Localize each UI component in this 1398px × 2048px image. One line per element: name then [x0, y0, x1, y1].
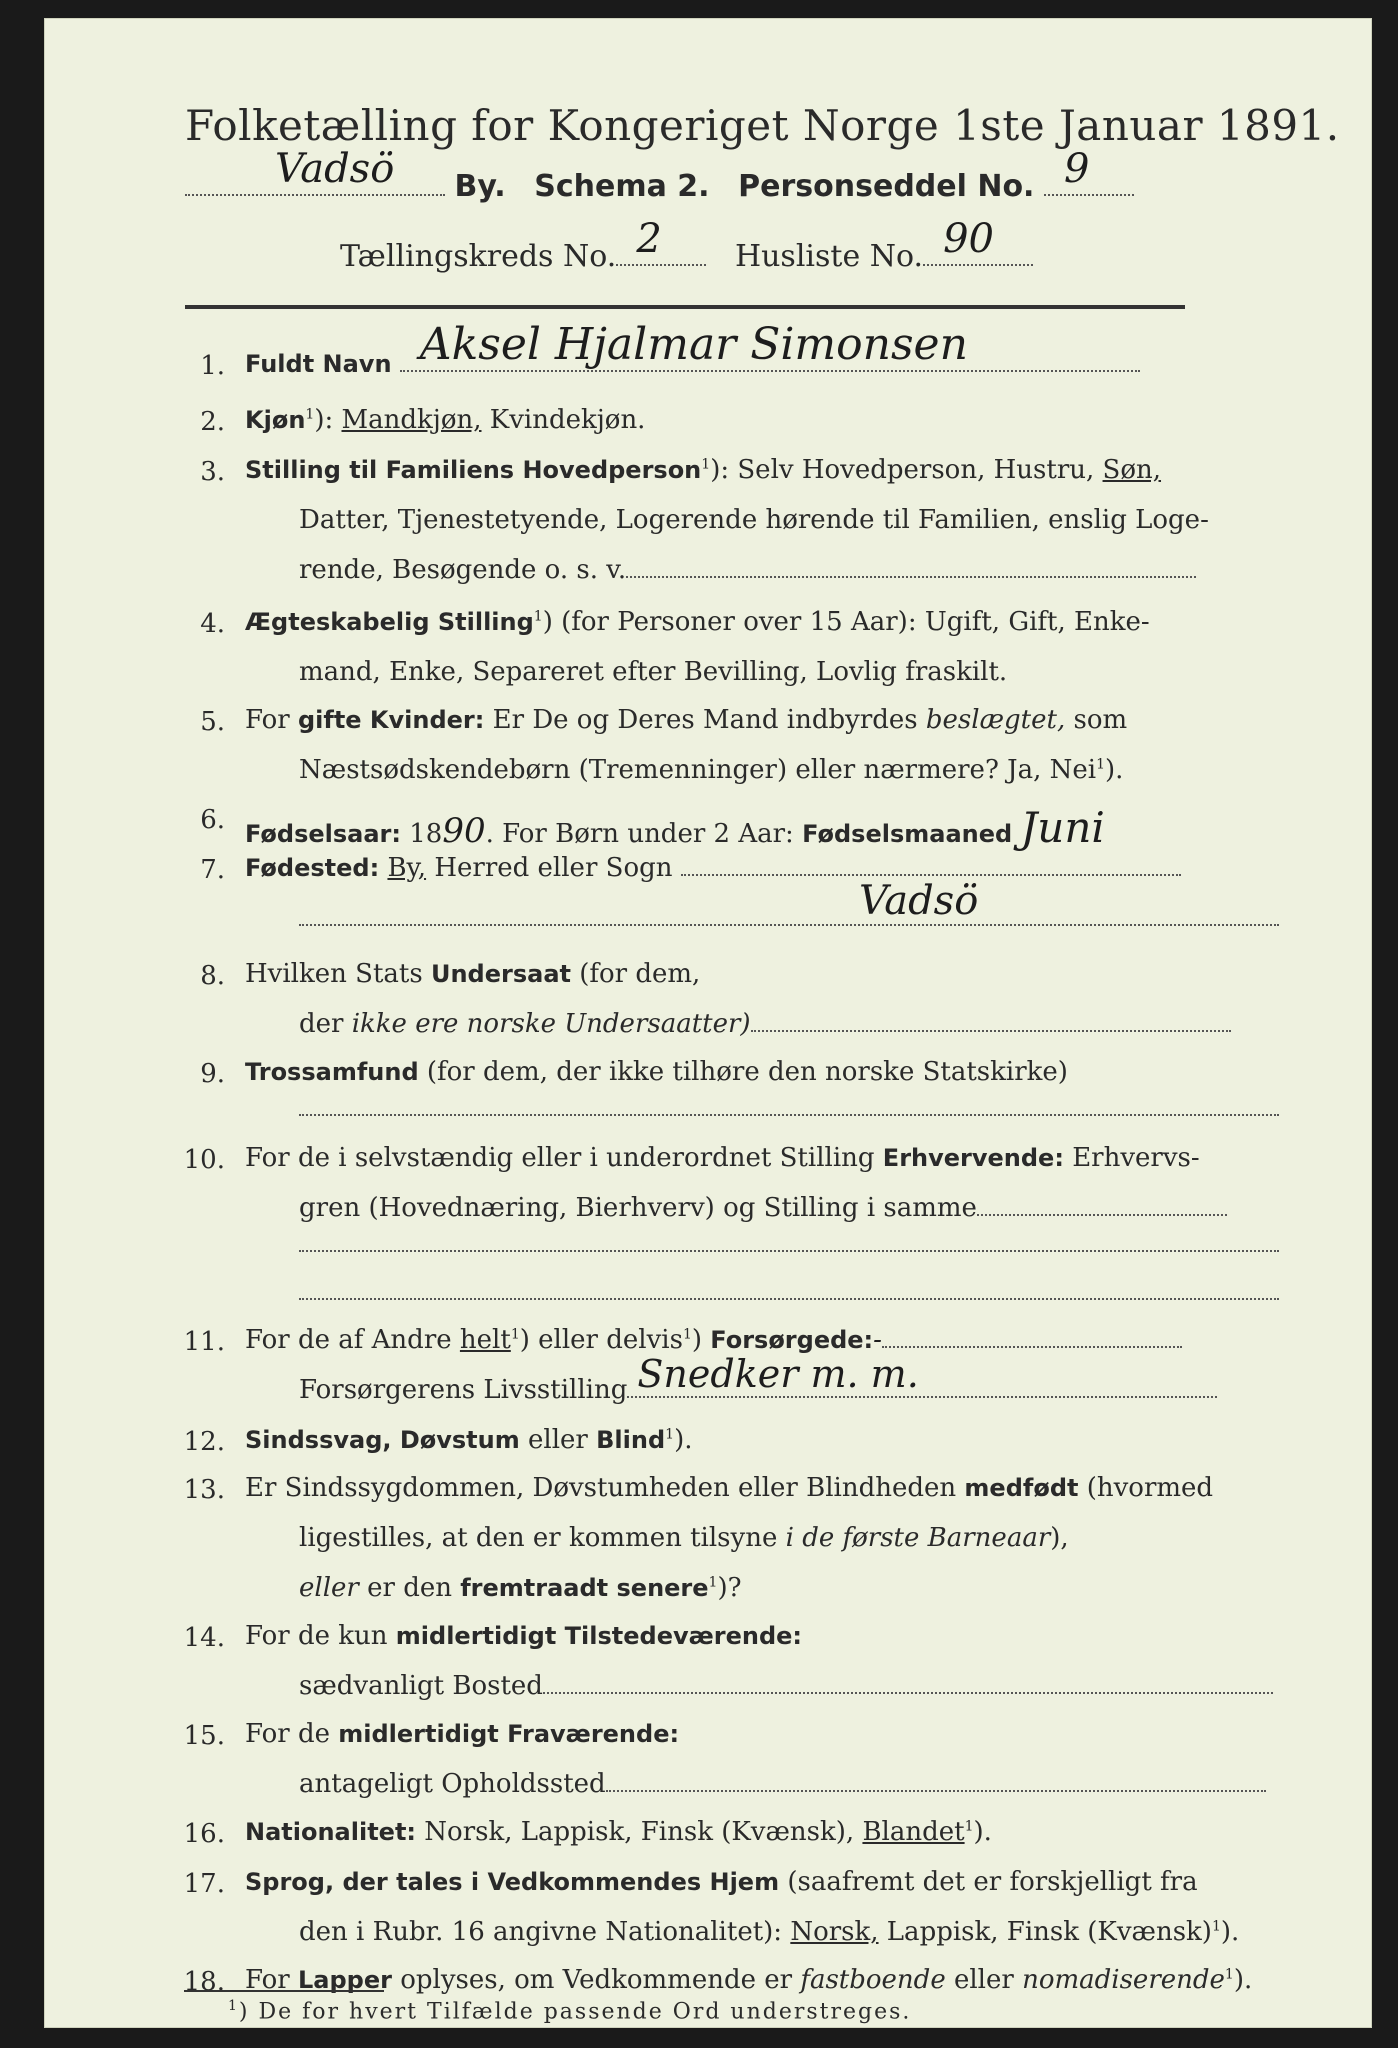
footnote-mark: 1 [1211, 1918, 1221, 1935]
footnote-mark: 1 [510, 1326, 520, 1343]
personseddel-value: 9 [1064, 146, 1090, 192]
item-text: For [245, 705, 298, 735]
item-text: er den [358, 1573, 461, 1603]
personseddel-field [1044, 146, 1134, 196]
item-15-line-1 [245, 1719, 679, 1749]
item-text: Erhvervs- [1063, 1143, 1200, 1173]
item-7-line-2 [299, 878, 1279, 933]
item-text: Herred eller Sogn [426, 853, 673, 883]
item-text: nomadiserende [1022, 1965, 1225, 1995]
birthplace-field [299, 878, 1279, 926]
item-text: den i Rubr. 16 angivne Nationalitet): [299, 1917, 791, 1947]
city-field [185, 146, 445, 196]
item-6 [245, 803, 1105, 852]
item-number: 7. [200, 855, 225, 885]
later-onset-label: fremtraadt senere [460, 1574, 709, 1602]
item-text: For de af Andre [245, 1325, 460, 1355]
item-10-line-3 [299, 1229, 1279, 1259]
footnote-mark: 1 [533, 608, 543, 625]
item-3-line-2: Datter, Tjenestetyende, Logerende hørende til Familien, enslig Loge- [299, 505, 1209, 535]
dotted-field [882, 1346, 1182, 1348]
subject-label: Undersaat [430, 960, 571, 988]
husliste-value: 90 [943, 216, 994, 262]
header-row-2 [340, 216, 1033, 274]
sex-option-male: Mandkjøn, [341, 405, 482, 435]
item-text: eller [519, 1425, 597, 1455]
item-text: ikke ere norske Undersaatter) [351, 1009, 751, 1039]
language-label: Sprog, der tales i Vedkommendes Hjem [245, 1868, 780, 1896]
item-11-line-1 [245, 1325, 1182, 1355]
full-name-field [400, 319, 1140, 372]
item-text: ), [1050, 1523, 1069, 1553]
item-text: Lappisk, Finsk (Kvænsk) [878, 1917, 1212, 1947]
footnote-mark: 1 [708, 1574, 718, 1591]
form-title: Folketælling for Kongeriget Norge 1ste Januar 1891. [185, 101, 1340, 150]
item-number: 3. [200, 457, 225, 487]
language-option-norsk: Norsk, [790, 1917, 879, 1947]
item-text: eller [299, 1573, 359, 1603]
item-text: ): Selv Hovedperson, Hustru, [710, 455, 1103, 485]
item-number: 11. [183, 1327, 225, 1357]
item-text: (for dem, der ikke tilhøre den norske Statskirke) [418, 1057, 1068, 1087]
nationality-option-mixed: Blandet [862, 1817, 965, 1847]
item-4-line-1 [245, 607, 1150, 637]
item-1 [245, 319, 1140, 379]
husliste-field [923, 216, 1033, 266]
birth-month-value: Juni [1020, 803, 1105, 852]
dotted-field [977, 1214, 1227, 1216]
item-number: 17. [183, 1869, 225, 1899]
birth-month-label: Fødselsmaaned [802, 820, 1013, 848]
family-position-son: Søn, [1102, 455, 1162, 485]
item-text: antageligt Opholdssted [299, 1769, 606, 1799]
item-text: Forsørgerens Livsstilling [299, 1375, 628, 1405]
item-text: der [299, 1009, 352, 1039]
family-position-label: Stilling til Familiens Hovedperson [245, 456, 702, 484]
item-number: 14. [183, 1623, 225, 1653]
dotted-field [299, 1298, 1279, 1300]
temp-present-label: midlertidigt Tilstedeværende: [395, 1622, 803, 1650]
item-text: gren (Hovednæring, Bierhverv) og Stilling i samme [299, 1193, 977, 1223]
item-15-line-2 [299, 1769, 1266, 1799]
footnote-mark: 1 [1224, 1966, 1234, 1983]
item-5-line-2: Næstsødskendebørn (Tremenninger) eller nærmere? Ja, Nei$^1$). [299, 755, 1124, 785]
item-text: ). [674, 1425, 693, 1455]
item-14-line-1 [245, 1621, 802, 1651]
footnote-text: ) De for hvert Tilfælde passende Ord understreges. [238, 1999, 912, 2025]
disability-label: Sindssvag, Døvstum [245, 1426, 520, 1454]
item-12 [245, 1425, 692, 1455]
krets-field [616, 216, 706, 266]
item-number: 4. [200, 609, 225, 639]
husliste-label: Husliste No. [734, 239, 924, 274]
item-13-line-1 [245, 1473, 1213, 1503]
item-10-line-2 [299, 1193, 1227, 1223]
item-text: sædvanligt Bosted [299, 1671, 543, 1701]
birthplace-label: Fødested: [245, 854, 380, 882]
item-number: 1. [200, 351, 225, 381]
item-13-line-2 [299, 1523, 1069, 1553]
blind-label: Blind [596, 1426, 666, 1454]
item-text: som [1065, 705, 1128, 735]
birth-year-label: Fødselsaar: [245, 820, 401, 848]
item-17-line-1 [245, 1867, 1198, 1897]
full-name-label: Fuldt Navn [245, 350, 392, 378]
header-divider [185, 305, 1185, 309]
item-18: For Lapper oplyses, om Vedkommende er fastboende eller nomadiserende$^1$). [245, 1965, 1253, 1995]
item-text: For de [245, 1719, 339, 1749]
dotted-field [681, 874, 1181, 876]
dotted-field [299, 1250, 1279, 1252]
supported-value: - [873, 1325, 882, 1355]
item-9-line-2 [299, 1093, 1279, 1123]
dotted-field [606, 1790, 1266, 1792]
item-3-line-3 [299, 555, 1196, 585]
footnote-mark: 1 [964, 1818, 974, 1835]
item-number: 2. [200, 407, 225, 437]
supported-option-fully: helt [459, 1325, 511, 1355]
item-text: ) (for Personer over 15 Aar): Ugift, Gift, Enke- [542, 607, 1150, 637]
sex-label: Kjøn [245, 406, 306, 434]
item-number: 18. [183, 1967, 225, 1997]
item-text: beslægtet, [925, 705, 1066, 735]
footnote-mark: 1 [701, 456, 711, 473]
item-3-line-1 [245, 455, 1161, 485]
footnote-mark: 1 [228, 1998, 239, 2014]
item-text: For de i selvstændig eller i underordnet Stilling [245, 1143, 883, 1173]
lapp-label: Lapper [297, 1966, 392, 1994]
dotted-field [543, 1692, 1273, 1694]
footnote-divider [184, 1990, 384, 1992]
krets-value: 2 [636, 216, 662, 262]
married-women-label: gifte Kvinder: [297, 706, 485, 734]
item-number: 5. [200, 707, 225, 737]
occupation-label: Erhvervende: [882, 1144, 1064, 1172]
item-text: fastboende [800, 1965, 946, 1995]
item-14-line-2 [299, 1671, 1273, 1701]
census-form-page [44, 18, 1372, 2028]
footnote-mark: 1 [1096, 756, 1105, 773]
krets-label: Tællingskreds No. [340, 239, 617, 274]
marital-status-label: Ægteskabelig Stilling [245, 608, 534, 636]
supporter-occupation-value: Snedker m. m. [637, 1352, 919, 1396]
item-number: 16. [183, 1819, 225, 1849]
item-8-line-1 [245, 959, 700, 989]
birthplace-option-by: By, [387, 853, 427, 883]
dotted-field [626, 576, 1196, 578]
footnote-mark: 1 [665, 1426, 675, 1443]
item-17-line-2: den i Rubr. 16 angivne Nationalitet): Norsk, Lappisk, Finsk (Kvænsk)$^1$). [299, 1917, 1240, 1947]
item-9 [245, 1057, 1068, 1087]
supporter-occupation-field [627, 1352, 1217, 1398]
header-row-1 [185, 146, 1134, 204]
footnote-mark: 1 [305, 406, 315, 423]
item-text: i de første Barneaar [785, 1523, 1051, 1553]
item-text: rende, Besøgende o. s. v. [299, 555, 627, 585]
item-13-line-3 [299, 1573, 742, 1603]
item-text: ) eller delvis [519, 1325, 683, 1355]
item-text: For [245, 1965, 298, 1995]
nationality-label: Nationalitet: [245, 1818, 417, 1846]
item-10-line-4 [299, 1277, 1279, 1307]
item-text: ) [691, 1325, 711, 1355]
item-text: Næstsødskendebørn (Tremenninger) eller nærmere? Ja, Nei [299, 755, 1097, 785]
item-text: . For Børn under 2 Aar: [485, 819, 803, 849]
full-name-value: Aksel Hjalmar Simonsen [419, 319, 968, 370]
item-number: 9. [200, 1059, 225, 1089]
item-text: eller [945, 1965, 1023, 1995]
personseddel-label: Personseddel No. [738, 169, 1035, 204]
by-label: By. [454, 169, 506, 204]
dotted-field [299, 1114, 1279, 1116]
item-text: Hvilken Stats [245, 959, 431, 989]
item-number: 10. [183, 1145, 225, 1175]
item-text: (for dem, [570, 959, 701, 989]
sex-option-female: Kvindekjøn. [481, 405, 646, 435]
item-number: 12. [183, 1427, 225, 1457]
item-number: 15. [183, 1721, 225, 1751]
item-16: Nationalitet: Norsk, Lappisk, Finsk (Kvænsk), Blandet$^1$). [245, 1817, 992, 1847]
footnote [228, 1998, 911, 2024]
item-text: oplyses, om Vedkommende er [391, 1965, 801, 1995]
dotted-field [751, 1030, 1231, 1032]
item-text: ): [314, 405, 342, 435]
item-11-line-2 [299, 1352, 1217, 1405]
religion-label: Trossamfund [245, 1058, 419, 1086]
item-8-line-2 [299, 1009, 1231, 1039]
city-value: Vadsö [275, 146, 395, 192]
item-number: 8. [200, 961, 225, 991]
temp-absent-label: midlertidigt Fraværende: [338, 1720, 680, 1748]
item-text: (saafremt det er forskjelligt fra [779, 1867, 1198, 1897]
item-text: (hvormed [1078, 1473, 1214, 1503]
item-text: 18 [401, 819, 443, 849]
item-7 [245, 853, 1181, 883]
item-10-line-1 [245, 1143, 1200, 1173]
schema-label: Schema 2. [534, 169, 710, 204]
item-text: Er De og Deres Mand indbyrdes [484, 705, 926, 735]
item-5-line-1 [245, 705, 1127, 735]
supported-label: Forsørgede: [710, 1326, 874, 1354]
congenital-label: medfødt [964, 1474, 1079, 1502]
item-text: )? [717, 1573, 742, 1603]
birth-year-value: 90 [442, 811, 486, 851]
footnote-mark: 1 [682, 1326, 692, 1343]
item-number: 6. [200, 805, 225, 835]
item-number: 13. [183, 1475, 225, 1505]
item-text: ligestilles, at den er kommen tilsyne [299, 1523, 786, 1553]
birthplace-value: Vadsö [859, 878, 979, 924]
item-text: Norsk, Lappisk, Finsk (Kvænsk), [416, 1817, 863, 1847]
item-text: For de kun [245, 1621, 396, 1651]
item-2 [245, 405, 645, 435]
item-text: Er Sindssygdommen, Døvstumheden eller Blindheden [245, 1473, 965, 1503]
item-4-line-2: mand, Enke, Separeret efter Bevilling, Lovlig fraskilt. [299, 657, 1008, 687]
